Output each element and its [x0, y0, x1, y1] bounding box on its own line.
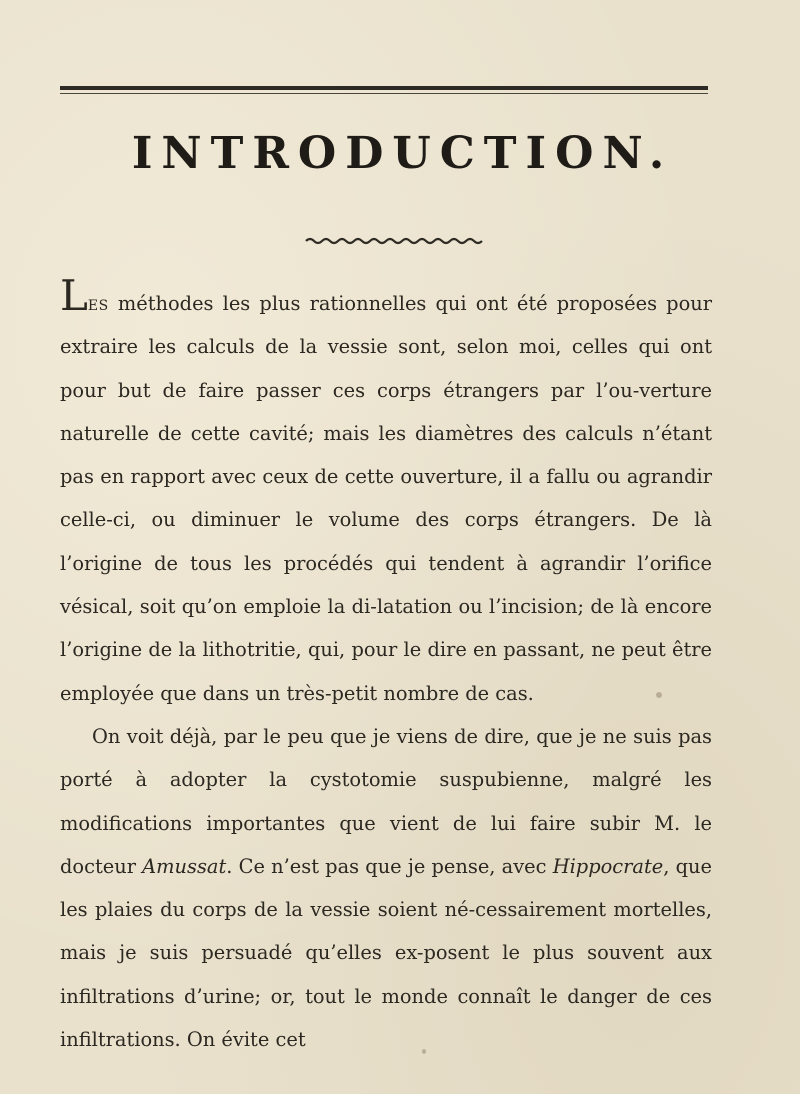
body-text — [60, 271, 712, 1061]
paragraph-1-text: méthodes les plus rationnelles qui ont été proposées pour extraire les calculs de la vessie sont, selon moi, celles qui ont pour but de faire passer ces corps étrangers par l’ou-verture naturelle de cette cavité; mais les diamètres des calculs n’étant pas en rapport avec ceux de cette ouverture, il a fallu ou agrandir celle-ci, ou diminuer le volume des corps étrangers. De là l’origine de tous les procédés qui tendent à agrandir l’orifice vésical, soit qu’on emploie la di-latation ou l’incision; de là encore l’origine de la lithotritie, qui, pour le dire en passant, ne peut être employée que dans un très-petit nombre de cas. — [60, 292, 712, 705]
paper-spot — [656, 692, 662, 698]
paragraph-2-text-after: , que les plaies du corps de la vessie soient né-cessairement mortelles, mais je suis persuadé qu’elles ex-posent le plus souvent aux infiltrations d’urine; or, tout le monde connaît le danger de ces infiltrations. On évite cet — [60, 854, 712, 1052]
header-rule-thin — [60, 93, 708, 94]
paragraph-1 — [60, 271, 712, 715]
name-hippocrate: Hippocrate — [552, 854, 664, 878]
drop-cap: L — [60, 271, 88, 320]
first-word-rest: es — [87, 292, 109, 315]
name-amussat: Amussat — [142, 854, 227, 878]
paragraph-2-text-before: On voit déjà, par le peu que je viens de dire, que je ne suis pas porté à adopter la cystotomie suspubienne, malgré les modifications importantes que vient de lui faire subir M. le docteur — [60, 724, 712, 878]
chapter-title: INTRODUCTION. — [131, 128, 674, 179]
paragraph-2 — [60, 715, 712, 1061]
paper-spot — [422, 1049, 426, 1054]
header-rule — [60, 86, 708, 90]
ornamental-divider — [304, 236, 484, 246]
paragraph-2-text-middle: . Ce n’est pas que je pense, avec — [226, 854, 553, 878]
